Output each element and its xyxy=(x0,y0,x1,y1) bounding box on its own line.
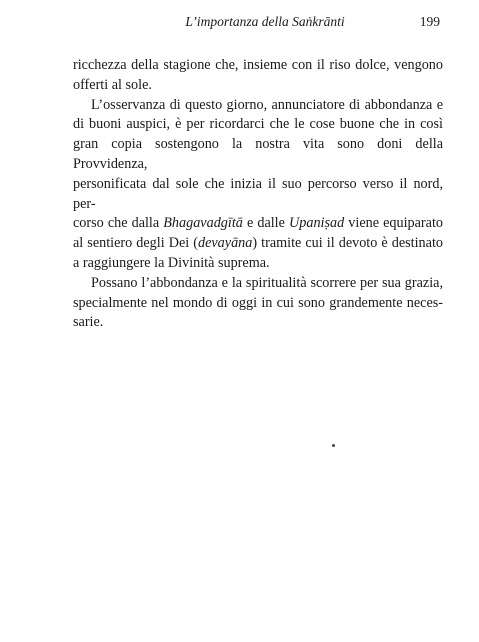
text-line: Possano l’abbondanza e la spiritualità scorrere per sua grazia, xyxy=(91,274,443,291)
text-line-with-italics xyxy=(73,214,443,234)
paragraph-3 xyxy=(73,274,443,333)
text-run: al sentiero degli Dei ( xyxy=(73,235,198,252)
text-run: ) tramite cui il devoto è destinato xyxy=(252,235,443,252)
text-line: gran copia sostengono la nostra vita sono doni della Provvidenza, xyxy=(73,136,443,172)
text-line: a raggiungere la Divinità suprema. xyxy=(73,254,270,271)
text-line: sarie. xyxy=(73,314,104,331)
text-line: ricchezza della stagione che, insieme con il riso dolce, vengono xyxy=(73,57,443,73)
text-run: e dalle xyxy=(242,215,290,232)
text-line: specialmente nel mondo di oggi in cui sono grandemente neces- xyxy=(73,294,443,311)
text-line: L’osservanza di questo giorno, annunciatore di abbondanza e xyxy=(91,96,443,113)
paragraph-2 xyxy=(73,96,443,274)
text-line: di buoni auspici, è per ricordarci che le cose buone che in così xyxy=(73,116,443,133)
ink-speck xyxy=(332,444,335,447)
text-line: offerti al sole. xyxy=(73,76,152,93)
paragraph-1 xyxy=(73,56,443,96)
italic-term-bhagavadgita: Bhagavadgītā xyxy=(163,215,243,232)
italic-term-upanisad: Upaniṣad xyxy=(289,215,345,232)
text-line-with-italics xyxy=(73,234,443,254)
italic-term-devayana: devayāna xyxy=(197,235,253,252)
text-line: personificata dal sole che inizia il suo percorso verso il nord, per- xyxy=(73,175,443,212)
page-number: 199 xyxy=(419,14,440,29)
text-run: corso che dalla xyxy=(73,215,164,232)
running-title: L’importanza della Saṅkrānti xyxy=(185,14,345,29)
body-text xyxy=(73,56,443,333)
running-head xyxy=(160,14,440,34)
text-run: viene equiparato xyxy=(344,215,443,232)
